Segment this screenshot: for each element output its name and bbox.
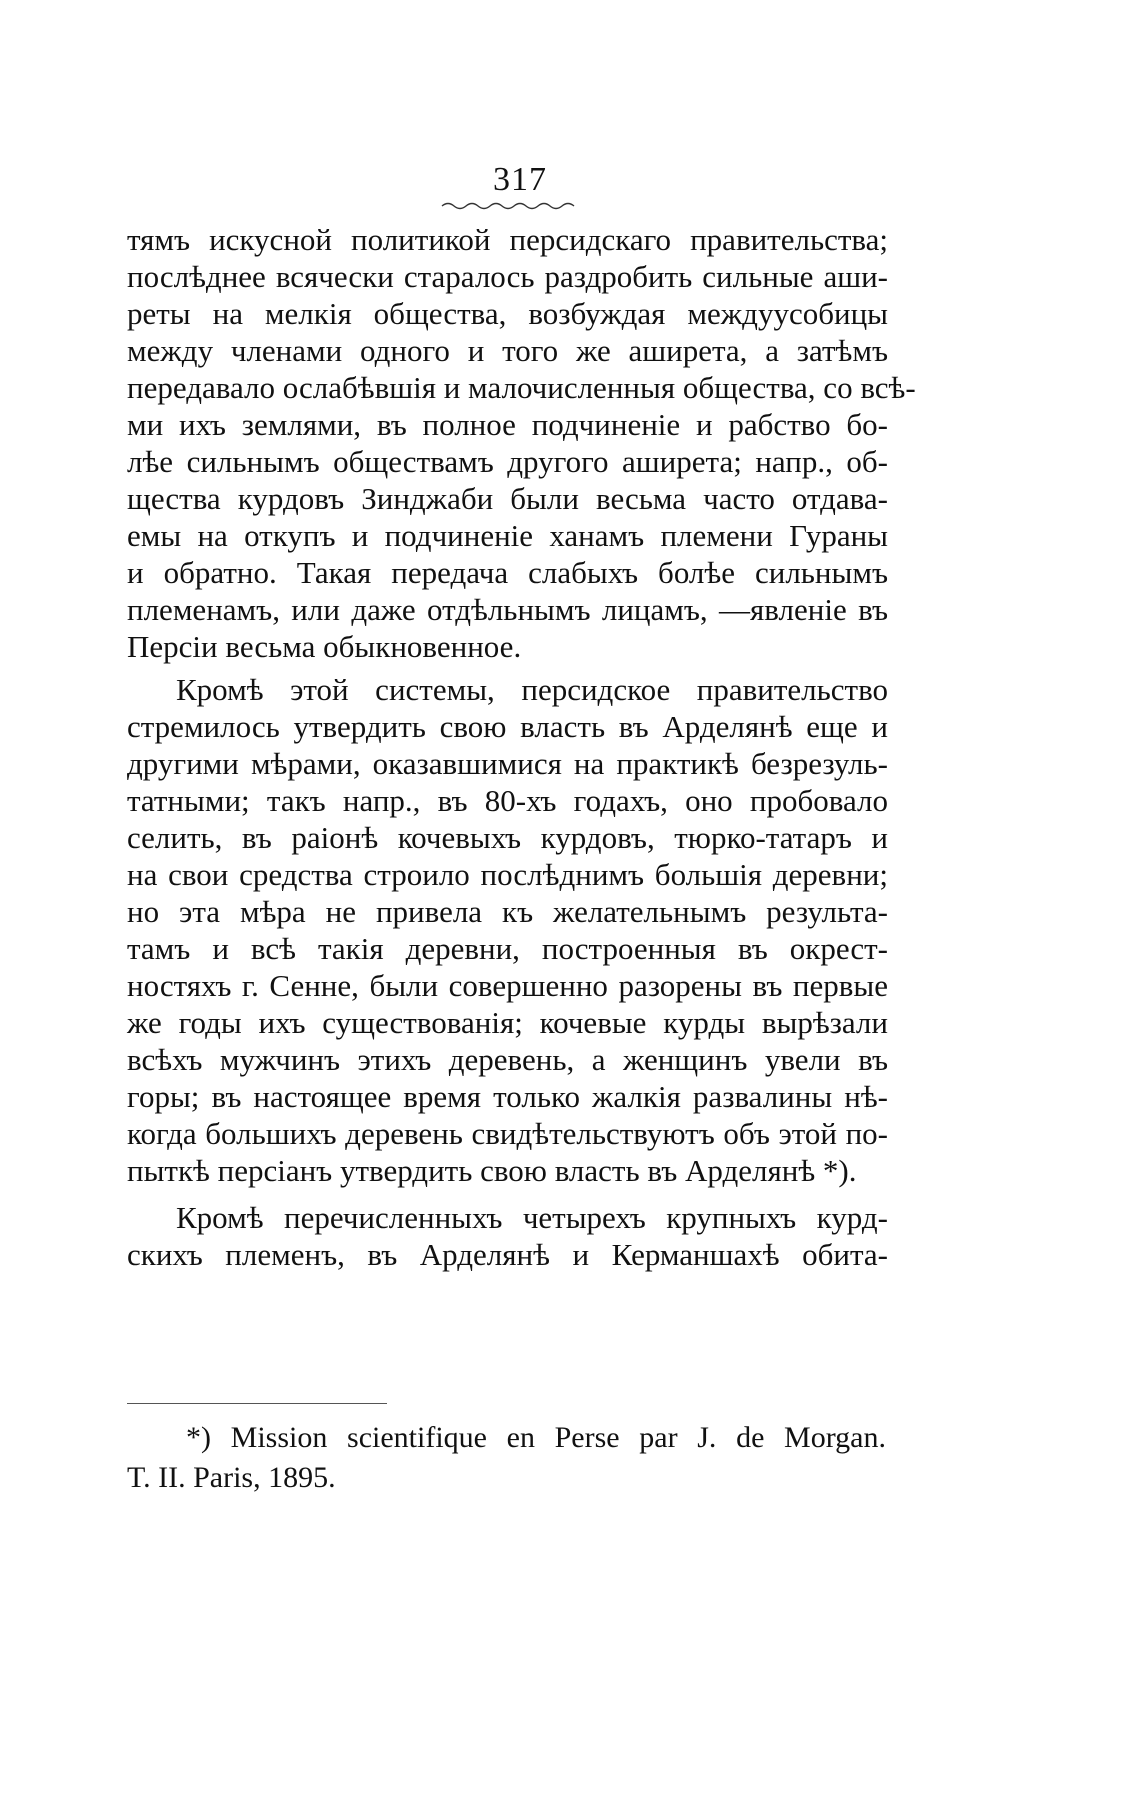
text-line: но эта мѣра не привела къ желательнымъ результа-	[127, 894, 888, 929]
text-line: когда большихъ деревень свидѣтельствуютъ объ этой по-	[127, 1116, 888, 1151]
text-line: Персіи весьма обыкновенное.	[127, 629, 522, 664]
text-line: селить, въ раіонѣ кочевыхъ курдовъ, тюрко-татаръ и	[127, 820, 888, 855]
text-line: тямъ искусной политикой персидскаго правительства;	[127, 222, 888, 257]
text-line: реты на мелкія общества, возбуждая междуусобицы	[127, 296, 888, 331]
page-number-ornament	[440, 200, 580, 212]
footnote-line: *) Mission scientifique en Perse par J. de Morgan.	[186, 1421, 886, 1454]
text-line: передавало ослабѣвшія и малочисленныя общества, со всѣ-	[127, 370, 916, 405]
text-line: ми ихъ землями, въ полное подчиненіе и рабство бо-	[127, 407, 888, 442]
paragraph-start-line: Кромѣ перечисленныхъ четырехъ крупныхъ курд-	[176, 1200, 888, 1235]
text-line: между членами одного и того же аширета, а затѣмъ	[127, 333, 888, 368]
text-line: всѣхъ мужчинъ этихъ деревень, а женщинъ увели въ	[127, 1042, 888, 1077]
text-line: пыткѣ персіанъ утвердить свою власть въ Арделянѣ *).	[127, 1153, 857, 1188]
text-line: и обратно. Такая передача слабыхъ болѣе сильнымъ	[127, 555, 888, 590]
text-line: послѣднее всячески старалось раздробить сильные аши-	[127, 259, 888, 294]
paragraph-start-line: Кромѣ этой системы, персидское правительство	[176, 672, 888, 707]
page-number: 317	[493, 161, 547, 198]
text-line: ностяхъ г. Сенне, были совершенно разорены въ первые	[127, 968, 888, 1003]
text-line: щества курдовъ Зинджаби были весьма часто отдава-	[127, 481, 888, 516]
footnote-line: T. II. Paris, 1895.	[127, 1461, 336, 1494]
text-line: лѣе сильнымъ обществамъ другого аширета; напр., об-	[127, 444, 888, 479]
text-line: племенамъ, или даже отдѣльнымъ лицамъ, —явленіе въ	[127, 592, 888, 627]
text-line: горы; въ настоящее время только жалкія развалины нѣ-	[127, 1079, 888, 1114]
text-line: татными; такъ напр., въ 80-хъ годахъ, оно пробовало	[127, 783, 888, 818]
text-line: другими мѣрами, оказавшимися на практикѣ безрезуль-	[127, 746, 888, 781]
text-line: же годы ихъ существованія; кочевые курды вырѣзали	[127, 1005, 888, 1040]
footnote-divider	[127, 1403, 387, 1404]
text-line: на свои средства строило послѣднимъ большія деревни;	[127, 857, 888, 892]
text-line: стремилось утвердить свою власть въ Арделянѣ еще и	[127, 709, 888, 744]
text-line: скихъ племенъ, въ Арделянѣ и Керманшахѣ обита-	[127, 1237, 888, 1272]
text-line: емы на откупъ и подчиненіе ханамъ племени Гураны	[127, 518, 888, 553]
text-line: тамъ и всѣ такія деревни, построенныя въ окрест-	[127, 931, 888, 966]
